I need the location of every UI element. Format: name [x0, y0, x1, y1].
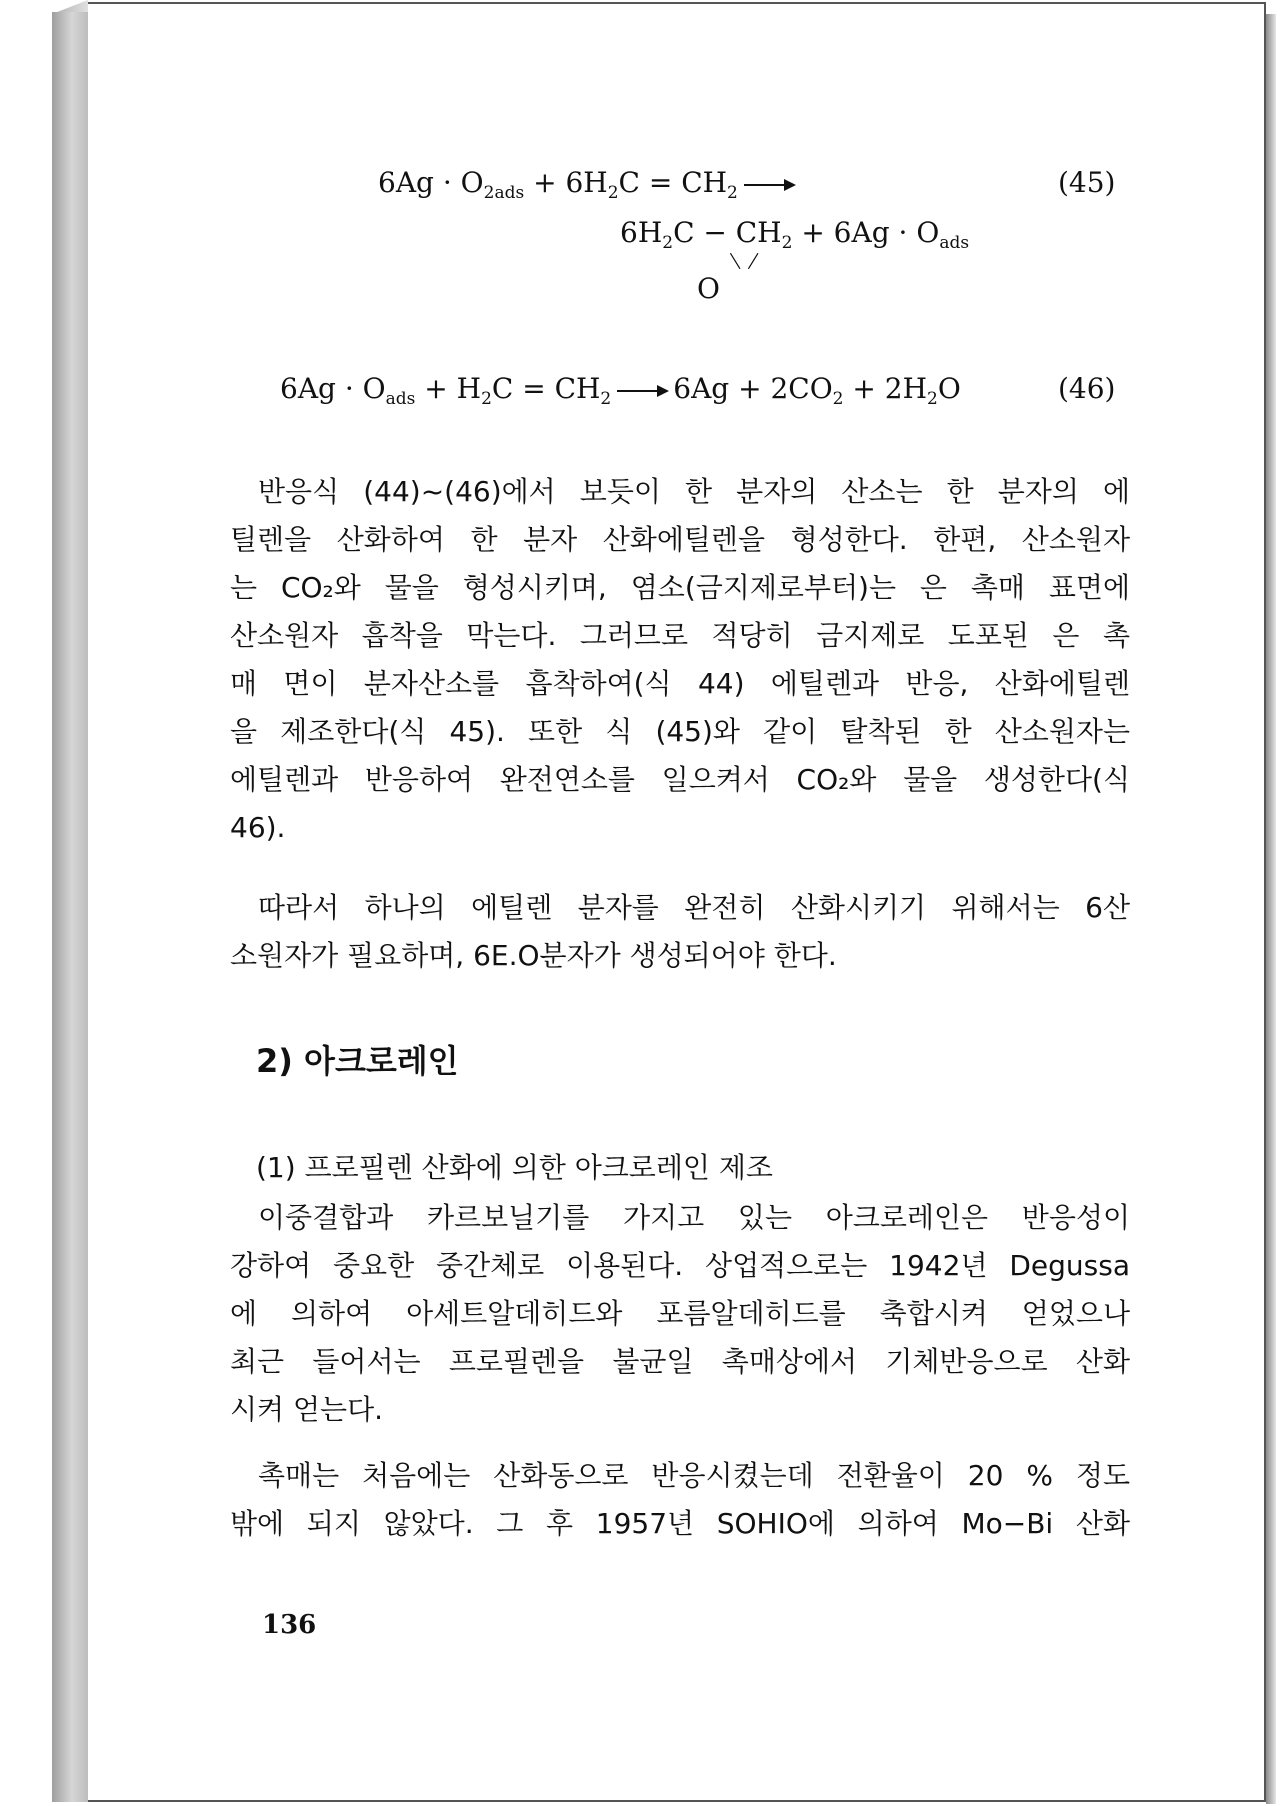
section-heading: 2) 아크로레인 [256, 1042, 459, 1080]
epoxide-ring-bonds [620, 252, 980, 312]
eq46-sub: ads [385, 389, 416, 409]
epoxide-oxygen: O [697, 272, 720, 305]
text-line: 에 의하여 아세트알데히드와 포름알데히드를 축합시켜 얻었으나 [230, 1297, 1130, 1330]
text-line: 이중결합과 카르보닐기를 가지고 있는 아크로레인은 반응성이 [258, 1201, 1130, 1234]
equation-45-products [620, 216, 969, 253]
eq46-term-h2: + H [415, 372, 482, 405]
equation-46 [280, 372, 961, 409]
eq45-product-ch2: C − CH [673, 216, 782, 249]
text-line: 밖에 되지 않았다. 그 후 1957년 SOHIO에 의하여 Mo−Bi 산화 [230, 1507, 1130, 1540]
epoxide-bond-left [730, 253, 740, 269]
equation-number-46: (46) [1058, 372, 1116, 405]
eq45-term-h2c: + 6H [524, 166, 608, 199]
text-line: 소원자가 필요하며, 6E.O분자가 생성되어야 한다. [230, 939, 837, 972]
subsection-heading: (1) 프로필렌 산화에 의한 아크로레인 제조 [256, 1151, 773, 1184]
text-line: 에틸렌과 반응하여 완전연소를 일으켜서 CO₂와 물을 생성한다(식 [230, 763, 1130, 796]
text-line: 는 CO₂와 물을 형성시키며, 염소(금지제로부터)는 은 촉매 표면에 [230, 571, 1130, 604]
eq45-sub: 2 [781, 233, 793, 253]
eq45-sub: 2 [727, 183, 738, 203]
text-line: 촉매는 처음에는 산화동으로 반응시켰는데 전환율이 20 % 정도 [258, 1459, 1130, 1492]
paragraph-oxygen-requirement [230, 884, 1130, 980]
text-line: 틸렌을 산화하여 한 분자 산화에틸렌을 형성한다. 한편, 산소원자 [230, 523, 1130, 556]
text-line: 최근 들어서는 프로필렌을 불균일 촉매상에서 기체반응으로 산화 [230, 1345, 1130, 1378]
paragraph-catalyst-history [230, 1452, 1130, 1548]
eq46-term-o: O [937, 372, 961, 405]
text-line: 을 제조한다(식 45). 또한 식 (45)와 같이 탈착된 한 산소원자는 [230, 715, 1130, 748]
paragraph-reaction-explanation [230, 468, 1130, 852]
equation-number-45: (45) [1058, 166, 1116, 199]
text-line: 매 면이 분자산소를 흡착하여(식 44) 에틸렌과 반응, 산화에틸렌 [230, 667, 1130, 700]
eq45-sub: 2 [662, 233, 674, 253]
eq46-term-ag-o: 6Ag · O [280, 372, 386, 405]
text-line: 반응식 (44)~(46)에서 보듯이 한 분자의 산소는 한 분자의 에 [258, 475, 1130, 508]
text-line: 따라서 하나의 에틸렌 분자를 완전히 산화시키기 위해서는 6산 [258, 891, 1130, 924]
text-line: 46). [230, 811, 286, 844]
eq45-product-h2c: 6H [620, 216, 663, 249]
text-line: 시켜 얻는다. [230, 1393, 384, 1426]
eq46-term-co2: 6Ag + 2CO [673, 372, 833, 405]
eq46-sub: 2 [832, 389, 844, 409]
paragraph-acrolein-intro [230, 1194, 1130, 1434]
eq46-sub: 2 [927, 389, 938, 409]
eq45-sub: 2 [607, 183, 619, 203]
eq45-term-ch2: C = CH [618, 166, 728, 199]
eq45-sub: 2ads [483, 183, 525, 203]
page-edge-shadow [1266, 14, 1276, 1804]
text-line: 강하여 중요한 중간체로 이용된다. 상업적으로는 1942년 Degussa [230, 1249, 1130, 1282]
eq45-term-ag-o2: 6Ag · O [378, 166, 484, 199]
eq45-sub: ads [939, 233, 970, 253]
book-spine [52, 12, 89, 1802]
eq46-sub: 2 [481, 389, 492, 409]
eq46-term-ch2: C = CH [491, 372, 601, 405]
reaction-arrow-icon [617, 390, 667, 392]
equation-45-reactants [378, 166, 800, 203]
reaction-arrow-icon [744, 184, 794, 186]
page-number: 136 [262, 1610, 317, 1640]
text-line: 산소원자 흡착을 막는다. 그러므로 적당히 금지제로 도포된 은 촉 [230, 619, 1130, 652]
eq46-term-h2o: + 2H [843, 372, 927, 405]
epoxide-bond-right [748, 253, 758, 269]
eq46-sub: 2 [600, 389, 612, 409]
eq45-product-ag-o: + 6Ag · O [792, 216, 940, 249]
